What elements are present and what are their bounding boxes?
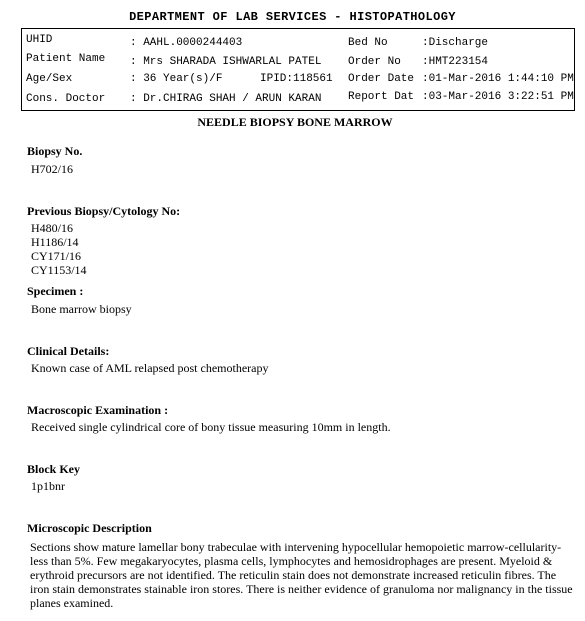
specimen-heading: Specimen : — [27, 284, 84, 298]
bed-label: Bed No — [348, 37, 388, 49]
bed-value: :Discharge — [422, 37, 489, 49]
doctor-value: : Dr.CHIRAG SHAH / ARUN KARAN — [130, 93, 322, 105]
uhid-value: : AAHL.0000244403 — [130, 37, 243, 49]
biopsy-no-value: H702/16 — [31, 162, 73, 176]
ipid-value: IPID:118561 — [260, 73, 333, 85]
age-sex-value: : 36 Year(s)/F — [130, 73, 223, 85]
macroscopic-value: Received single cylindrical core of bony tissue measuring 10mm in length. — [31, 420, 391, 434]
previous-biopsy-heading: Previous Biopsy/Cytology No: — [27, 204, 181, 218]
order-no-label: Order No — [348, 56, 401, 68]
macroscopic-heading: Macroscopic Examination : — [27, 403, 169, 417]
order-date-label: Order Date — [348, 73, 415, 85]
previous-biopsy-item: H1186/14 — [31, 235, 79, 249]
block-key-heading: Block Key — [27, 462, 80, 476]
uhid-label: UHID — [26, 34, 53, 46]
biopsy-no-heading: Biopsy No. — [27, 144, 83, 158]
previous-biopsy-item: H480/16 — [31, 221, 73, 235]
order-no-value: :HMT223154 — [422, 56, 489, 68]
report-date-value: :03-Mar-2016 3:22:51 PM — [422, 91, 574, 103]
patient-name-label: Patient Name — [26, 53, 106, 65]
age-sex-label: Age/Sex — [26, 73, 73, 85]
clinical-details-value: Known case of AML relapsed post chemotherapy — [31, 361, 269, 375]
block-key-value: 1p1bnr — [31, 479, 65, 493]
microscopic-description: Sections show mature lamellar bony trabeculae with intervening hypocellular hemopoietic marrow-cellularity-less than 5%. Few megakaryocytes, plasma cells, lymphocytes and hemosidrophages are present. Myeloid & erythroid precursors are not identified. The reticulin stain does not demonstrate increased reticulin fibres. The iron stain demonstrates stainable iron stores. There is neither evidence of granuloma nor malignancy in the tissue planes examined. — [30, 540, 573, 610]
previous-biopsy-item: CY171/16 — [31, 249, 82, 263]
previous-biopsy-item: CY1153/14 — [31, 263, 87, 277]
report-date-label: Report Dat — [348, 91, 415, 103]
specimen-value: Bone marrow biopsy — [31, 302, 132, 316]
department-title: DEPARTMENT OF LAB SERVICES - HISTOPATHOLOGY — [129, 10, 456, 24]
clinical-details-heading: Clinical Details: — [27, 344, 110, 358]
doctor-label: Cons. Doctor — [26, 93, 106, 105]
microscopic-heading: Microscopic Description — [27, 521, 152, 535]
patient-name-value: : Mrs SHARADA ISHWARLAL PATEL — [130, 56, 322, 68]
report-title: NEEDLE BIOPSY BONE MARROW — [197, 115, 393, 129]
order-date-value: :01-Mar-2016 1:44:10 PM — [422, 73, 574, 85]
